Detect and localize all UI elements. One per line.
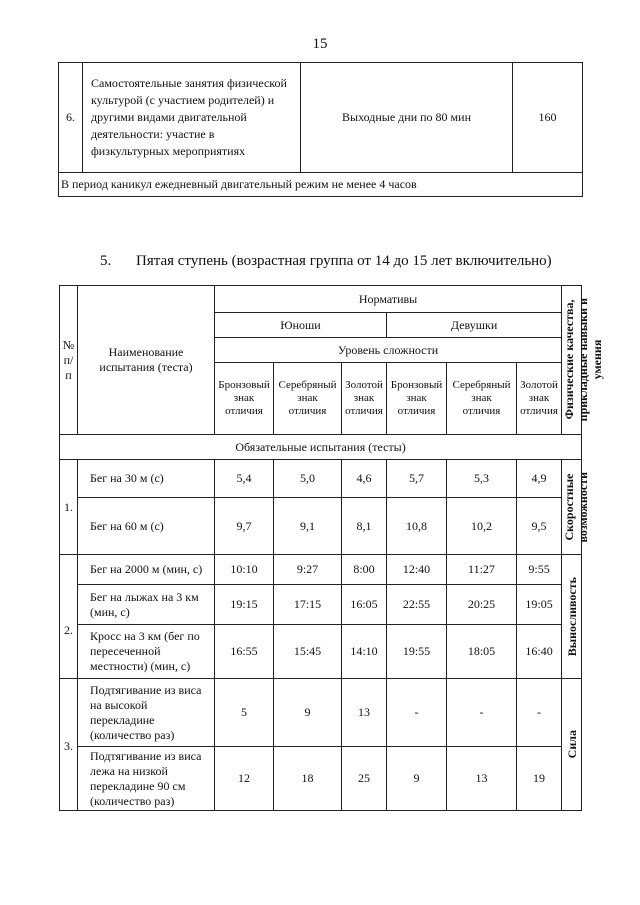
col-header-test-name (78, 286, 215, 435)
table-row (60, 679, 582, 747)
value-cell: 17:15 (274, 585, 342, 625)
value-cell: 11:27 (447, 555, 517, 585)
value-cell: 9 (274, 679, 342, 747)
level-line: отличия (520, 405, 558, 417)
table-row (60, 585, 582, 625)
quality-line: Сила (564, 730, 579, 759)
test-name-line: Бег на 60 м (с) (90, 518, 164, 533)
quality-text (565, 730, 579, 758)
col-header-test-name-line: испытания (теста) (99, 360, 193, 374)
col-header-normatives: Нормативы (215, 286, 562, 313)
level-header-cell (517, 363, 562, 435)
col-header-number-line: п (65, 367, 72, 382)
test-name (78, 747, 215, 811)
value-cell: 5,7 (387, 460, 447, 498)
test-name (78, 679, 215, 747)
group-number: 1. (60, 460, 78, 555)
page-number: 15 (312, 36, 328, 52)
value-cell: 20:25 (447, 585, 517, 625)
value-cell: 19 (517, 747, 562, 811)
value-cell: 9:55 (517, 555, 562, 585)
col-header-qualities-text (562, 298, 604, 421)
test-name-line: на высокой (90, 697, 148, 712)
test-name (78, 460, 215, 498)
test-name-line: Бег на 30 м (с) (90, 471, 164, 485)
value-cell: 12:40 (387, 555, 447, 585)
value-cell: - (517, 679, 562, 747)
level-header-cell (387, 363, 447, 435)
activity-schedule: Выходные дни по 80 мин (301, 63, 513, 173)
test-name-line: (количество раз) (90, 727, 175, 742)
quality-cell (562, 460, 591, 555)
level-line: знак (471, 392, 492, 404)
test-name-line: местности) (мин, с) (90, 659, 191, 673)
test-name (78, 585, 215, 625)
value-cell: 9,5 (517, 498, 562, 555)
test-name-line: Бег на 2000 м (мин, с) (90, 562, 203, 576)
value-cell: 5,3 (447, 460, 517, 498)
level-line: знак (406, 392, 427, 404)
value-cell: - (447, 679, 517, 747)
value-cell: 12 (215, 747, 274, 811)
test-name-line: Кросс на 3 км (бег по (90, 629, 200, 643)
quality-cell (562, 679, 582, 811)
test-name-line: перекладине (90, 712, 155, 727)
test-name-line: Бег на лыжах на 3 км (90, 589, 199, 604)
value-cell: - (387, 679, 447, 747)
table-row (60, 555, 582, 585)
level-header-cell (342, 363, 387, 435)
section-heading (100, 253, 552, 270)
quality-line: Выносливость (564, 576, 579, 657)
level-line: знак (353, 392, 375, 404)
table-row (60, 498, 582, 555)
test-name-line: (мин, с) (90, 604, 130, 619)
standards-table (59, 285, 605, 811)
level-line: знак (233, 392, 255, 404)
col-header-boys: Юноши (215, 313, 387, 338)
level-line: отличия (225, 405, 263, 417)
value-cell: 16:05 (342, 585, 387, 625)
section-title: Пятая ступень (возрастная группа от 14 до 15 лет включительно) (136, 253, 552, 269)
quality-text (565, 577, 579, 656)
table-row (60, 460, 582, 498)
value-cell: 4,9 (517, 460, 562, 498)
value-cell: 5,4 (215, 460, 274, 498)
level-line: отличия (397, 405, 436, 417)
value-cell: 8:00 (342, 555, 387, 585)
row-number: 6. (59, 63, 83, 173)
value-cell: 10,8 (387, 498, 447, 555)
value-cell: 5 (215, 679, 274, 747)
value-cell: 19:15 (215, 585, 274, 625)
activity-line: культурой (с участием родителей) и (91, 93, 275, 107)
qualities-line: прикладные навыки и (576, 298, 591, 422)
activity-line: физкультурных мероприятиях (91, 144, 246, 158)
value-cell: 9:27 (274, 555, 342, 585)
quality-line: Скоростные (562, 473, 577, 541)
section-number: 5. (100, 253, 112, 269)
value-cell: 22:55 (387, 585, 447, 625)
col-header-level: Уровень сложности (215, 338, 562, 363)
level-line: Бронзовый (390, 379, 443, 391)
level-line: отличия (462, 405, 501, 417)
test-name-line: пересеченной (90, 644, 161, 658)
value-cell: 18 (274, 747, 342, 811)
col-header-girls: Девушки (387, 313, 562, 338)
level-line: отличия (345, 405, 383, 417)
group-number: 3. (60, 679, 78, 811)
test-name-line: Подтягивание из виса (90, 682, 202, 697)
col-header-number-line: п/ (63, 352, 74, 367)
value-cell: 4,6 (342, 460, 387, 498)
activity-description (83, 63, 301, 173)
activity-line: Самостоятельные занятия физической (91, 76, 287, 90)
test-name-line: перекладине 90 см (90, 778, 186, 793)
value-cell: 18:05 (447, 625, 517, 679)
level-header-cell (274, 363, 342, 435)
qualities-line: Физические качества, (562, 300, 577, 420)
continuation-table (58, 62, 583, 197)
value-cell: 25 (342, 747, 387, 811)
quality-line: возможности (576, 471, 591, 543)
test-name (78, 555, 215, 585)
level-line: Золотой (345, 379, 383, 391)
group-number: 2. (60, 555, 78, 679)
quality-cell (562, 555, 582, 679)
value-cell: 5,0 (274, 460, 342, 498)
level-header-cell (215, 363, 274, 435)
quality-text (562, 472, 590, 543)
activity-line: деятельности: участие в (91, 127, 215, 141)
activity-minutes: 160 (513, 63, 583, 173)
value-cell: 15:45 (274, 625, 342, 679)
level-header-cell (447, 363, 517, 435)
value-cell: 19:55 (387, 625, 447, 679)
level-line: Бронзовый (218, 379, 270, 391)
table-row (60, 747, 582, 811)
holiday-note: В период каникул ежедневный двигательный режим не менее 4 часов (59, 173, 583, 197)
value-cell: 16:40 (517, 625, 562, 679)
value-cell: 14:10 (342, 625, 387, 679)
level-line: Золотой (520, 379, 558, 391)
mandatory-tests-label: Обязательные испытания (тесты) (60, 435, 582, 460)
value-cell: 10:10 (215, 555, 274, 585)
value-cell: 9,1 (274, 498, 342, 555)
col-header-number (60, 286, 78, 435)
level-line: знак (528, 392, 550, 404)
level-line: знак (297, 392, 318, 404)
value-cell: 10,2 (447, 498, 517, 555)
value-cell: 13 (342, 679, 387, 747)
value-cell: 9 (387, 747, 447, 811)
value-cell: 16:55 (215, 625, 274, 679)
value-cell: 9,7 (215, 498, 274, 555)
test-name-line: (количество раз) (90, 793, 175, 808)
table-row (60, 625, 582, 679)
col-header-qualities (562, 286, 605, 435)
activity-line: другими видами двигательной (91, 110, 247, 124)
test-name (78, 498, 215, 555)
value-cell: 19:05 (517, 585, 562, 625)
level-line: Серебряный (452, 379, 511, 391)
level-line: отличия (288, 405, 327, 417)
level-line: Серебряный (278, 379, 337, 391)
test-name (78, 625, 215, 679)
value-cell: 8,1 (342, 498, 387, 555)
qualities-line: умения (590, 340, 605, 380)
test-name-line: лежа на низкой (90, 763, 168, 778)
col-header-test-name-line: Наименование (108, 345, 184, 359)
value-cell: 13 (447, 747, 517, 811)
test-name-line: Подтягивание из виса (90, 748, 202, 763)
col-header-number-line: № (62, 337, 75, 352)
